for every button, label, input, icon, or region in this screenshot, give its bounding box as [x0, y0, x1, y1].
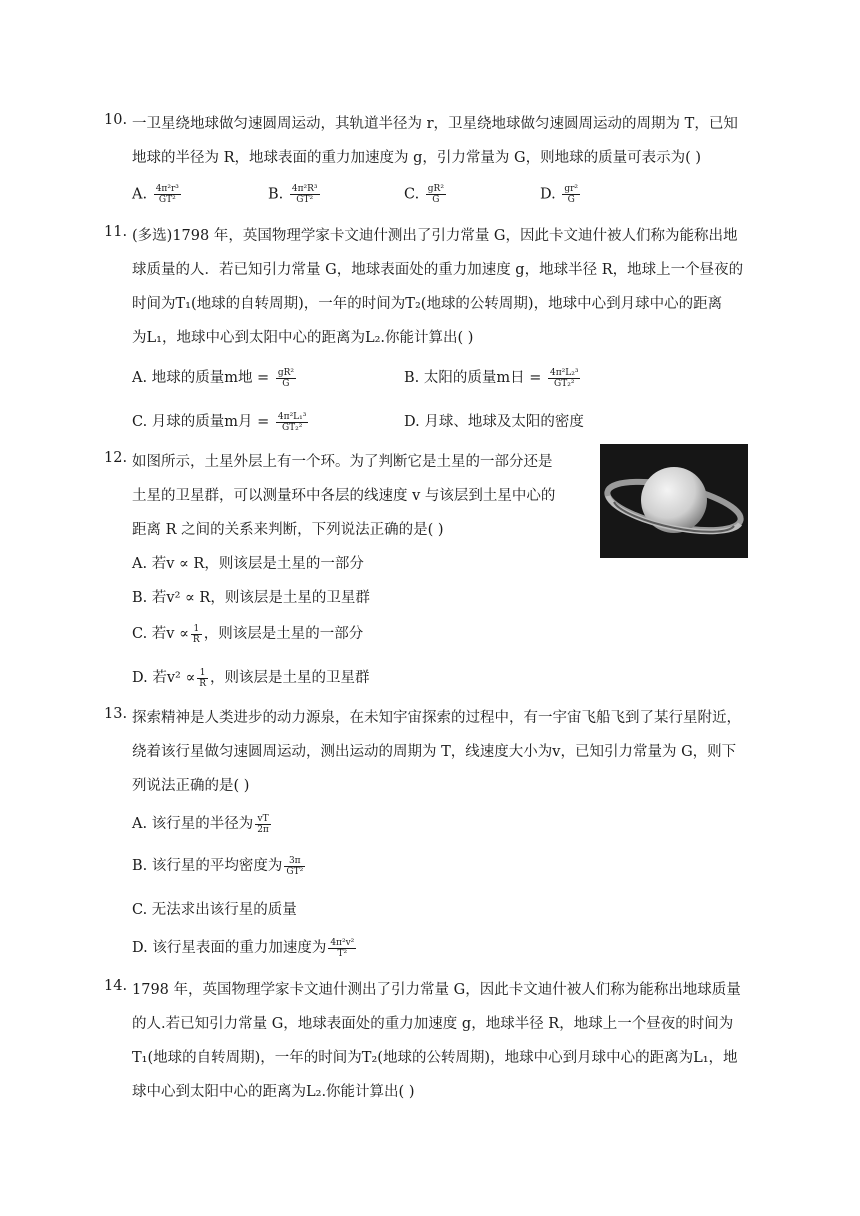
question-text-line: (多选)1798 年，英国物理学家卡文迪什测出了引力常量 G，因此卡文迪什被人们称为能称出地	[132, 228, 738, 244]
option-a	[132, 366, 298, 389]
option-label: A.	[132, 186, 148, 203]
option-fraction	[276, 412, 308, 433]
option-label: D.	[132, 670, 148, 686]
option-label: D.	[404, 414, 420, 430]
question-text-line: 一卫星绕地球做匀速圆周运动，其轨道半径为 r，卫星绕地球做匀速圆周运动的周期为 T，已知	[132, 116, 738, 132]
option-label: B.	[132, 590, 148, 606]
option-text: 太阳的质量m日 =	[423, 370, 542, 386]
option-label: B.	[132, 858, 148, 874]
question-text-line: 列说法正确的是( )	[132, 778, 250, 794]
question-text-line: 为L₁，地球中心到太阳中心的距离为L₂.你能计算出( )	[132, 330, 474, 346]
option-fraction	[562, 184, 580, 205]
option-b	[404, 366, 582, 389]
numerator: 4π²r³	[155, 184, 179, 194]
option-fraction	[426, 184, 446, 205]
question-text-line: T₁(地球的自转周期)，一年的时间为T₂(地球的公转周期)，地球中心到月球中心的距离为L₁，地	[132, 1050, 738, 1066]
option-fraction	[290, 184, 320, 205]
option-label: B.	[268, 186, 284, 203]
option-label: C.	[404, 186, 420, 203]
option-a	[132, 812, 273, 835]
option-text: 该行星的平均密度为	[151, 858, 283, 874]
option-b	[268, 184, 322, 205]
denominator: G	[567, 195, 575, 205]
denominator: GT²	[286, 866, 304, 877]
option-fraction	[548, 368, 580, 389]
saturn-photo	[600, 444, 748, 558]
numerator: gr²	[564, 184, 578, 194]
denominator: R	[199, 678, 207, 689]
option-label: C.	[132, 902, 148, 918]
option-c	[132, 898, 297, 919]
saturn-icon	[600, 444, 748, 558]
numerator: 4π²L₁³	[277, 411, 307, 422]
option-fraction	[276, 368, 296, 389]
option-label: D.	[540, 186, 556, 203]
option-label: C.	[132, 626, 148, 642]
denominator: G	[432, 195, 440, 205]
denominator: T²	[337, 948, 348, 959]
option-fraction	[328, 938, 356, 959]
option-d	[404, 410, 584, 431]
denominator: GT₂²	[281, 422, 303, 433]
option-fraction	[197, 668, 208, 689]
denominator: R	[192, 634, 200, 645]
numerator: 1	[197, 668, 208, 679]
denominator: 2π	[257, 824, 269, 835]
question-text-line: 距离 R 之间的关系来判断，下列说法正确的是( )	[132, 522, 444, 538]
question-number: 10.	[104, 112, 128, 128]
option-c	[404, 184, 448, 205]
numerator: 4π²L₂³	[550, 367, 579, 378]
option-label: D.	[132, 940, 148, 956]
denominator: GT²	[158, 195, 176, 205]
option-text: 月球的质量m月 =	[151, 414, 270, 430]
question-number: 13.	[104, 706, 128, 722]
option-d	[132, 936, 358, 959]
option-fraction	[284, 856, 305, 877]
option-text: ，则该层是土星的卫星群	[210, 670, 370, 686]
numerator: 4π²R³	[291, 184, 318, 194]
option-text: 若v ∝ R，则该层是土星的一部分	[151, 556, 364, 572]
question-text-line: 如图所示，土星外层上有一个环。为了判断它是土星的一部分还是	[132, 454, 553, 470]
option-text: 月球、地球及太阳的密度	[424, 414, 584, 430]
option-text: ，则该层是土星的一部分	[203, 626, 364, 642]
option-d	[132, 666, 370, 689]
question-text-line: 探索精神是人类进步的动力源泉，在未知宇宙探索的过程中，有一宇宙飞船飞到了某行星附近，	[132, 710, 741, 726]
option-text: 若v² ∝	[152, 670, 196, 686]
option-text: 该行星表面的重力加速度为	[152, 940, 327, 956]
question-text-line: 土星的卫星群，可以测量环中各层的线速度 v 与该层到土星中心的	[132, 488, 556, 504]
denominator: GT²	[296, 195, 314, 205]
option-a	[132, 184, 183, 205]
option-text: 地球的质量m地 =	[151, 370, 270, 386]
question-number: 12.	[104, 450, 128, 466]
numerator: gR²	[277, 367, 294, 378]
numerator: 4π²v²	[330, 937, 355, 948]
option-fraction	[255, 814, 271, 835]
option-text: 若v ∝	[151, 626, 189, 642]
numerator: gR²	[427, 184, 444, 194]
question-text-line: 的人.若已知引力常量 G，地球表面处的重力加速度 g，地球半径 R，地球上一个昼夜的时间为	[132, 1016, 734, 1032]
option-c	[132, 622, 363, 645]
option-b	[132, 854, 307, 877]
option-label: A.	[132, 370, 148, 386]
question-text-line: 1798 年，英国物理学家卡文迪什测出了引力常量 G，因此卡文迪什被人们称为能称出地球质量	[132, 982, 741, 998]
option-d	[540, 184, 582, 205]
numerator: 3π	[284, 856, 305, 867]
option-label: C.	[132, 414, 148, 430]
option-fraction	[154, 184, 181, 205]
denominator: G	[282, 378, 290, 389]
question-text-line: 球中心到太阳中心的距离为L₂.你能计算出( )	[132, 1084, 415, 1100]
question-text-line: 球质量的人．若已知引力常量 G，地球表面处的重力加速度 g，地球半径 R，地球上一个昼夜的	[132, 262, 744, 278]
question-text-line: 绕着该行星做匀速圆周运动，测出运动的周期为 T，线速度大小为v，已知引力常量为 G，则下	[132, 744, 737, 760]
question-text-line: 时间为T₁(地球的自转周期)，一年的时间为T₂(地球的公转周期)，地球中心到月球中心的距离	[132, 296, 723, 312]
denominator: GT₂²	[554, 378, 575, 389]
option-a	[132, 552, 364, 573]
option-b	[132, 586, 370, 607]
numerator: 1	[191, 624, 202, 635]
option-fraction	[191, 624, 202, 645]
option-label: B.	[404, 370, 420, 386]
option-text: 无法求出该行星的质量	[151, 902, 297, 918]
question-text-line: 地球的半径为 R，地球表面的重力加速度为 g，引力常量为 G，则地球的质量可表示为( )	[132, 150, 702, 166]
option-label: A.	[132, 816, 148, 832]
question-number: 14.	[104, 978, 128, 994]
option-text: 该行星的半径为	[151, 816, 254, 832]
option-c	[132, 410, 310, 433]
numerator: vT	[255, 814, 271, 825]
option-text: 若v² ∝ R，则该层是土星的卫星群	[151, 590, 370, 606]
option-label: A.	[132, 556, 148, 572]
question-number: 11.	[104, 224, 128, 240]
